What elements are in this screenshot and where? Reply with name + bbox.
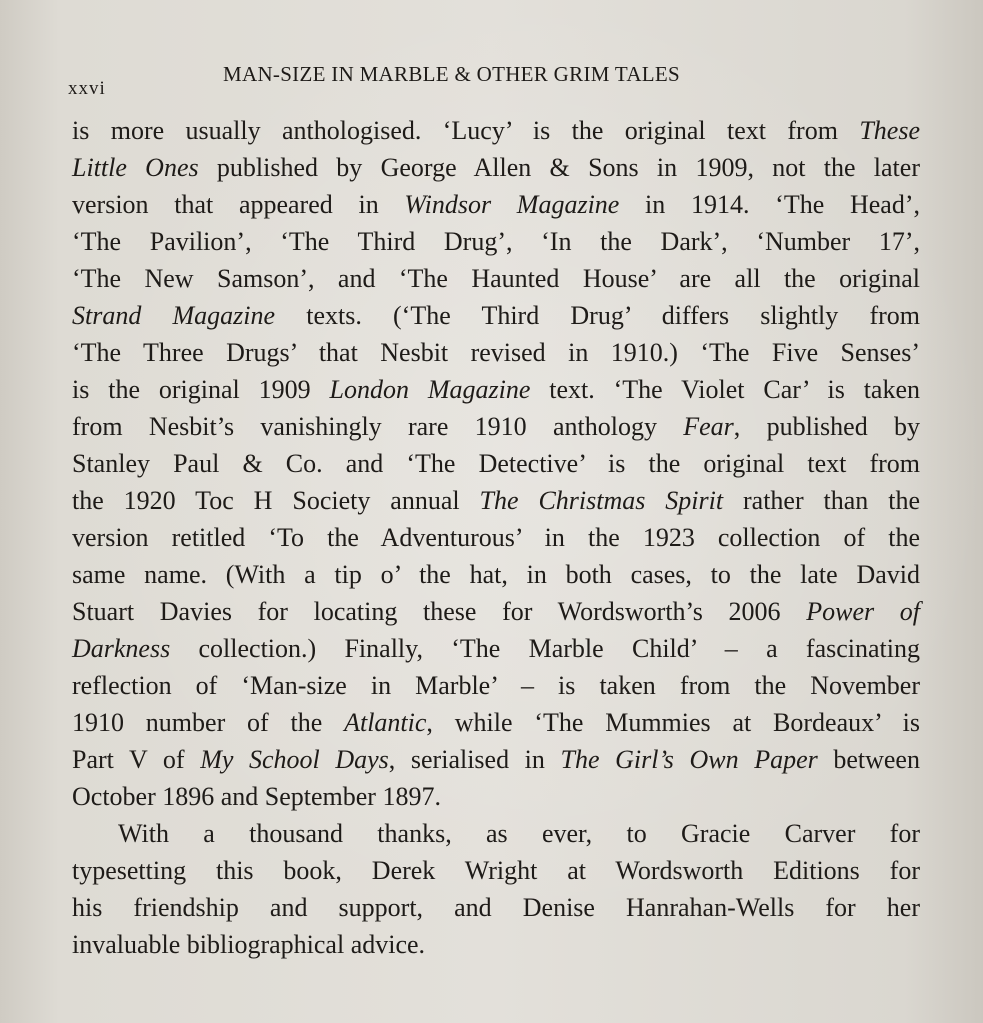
- text-run: his friendship and support, and Denise Hanrahan-Wells for her: [72, 893, 920, 922]
- italic-title: Atlantic: [344, 708, 427, 737]
- text-line: [72, 778, 920, 815]
- text-run: from Nesbit’s vanishingly rare 1910 anthology: [72, 412, 684, 441]
- text-line: [72, 445, 920, 482]
- body-text: [72, 112, 920, 963]
- text-run: between: [817, 745, 920, 774]
- text-line: [72, 297, 920, 334]
- text-run: version that appeared in: [72, 190, 405, 219]
- text-run: is the original 1909: [72, 375, 330, 404]
- text-run: 1910 number of the: [72, 708, 345, 737]
- text-run: published by George Allen & Sons in 1909, not the later: [198, 153, 920, 182]
- text-run: Part V of: [72, 745, 201, 774]
- italic-title: These: [859, 116, 920, 145]
- italic-title: Darkness: [72, 634, 171, 663]
- text-line: [72, 408, 920, 445]
- text-run: invaluable bibliographical advice.: [72, 930, 426, 959]
- italic-title: Fear: [683, 412, 734, 441]
- text-line: [72, 149, 920, 186]
- text-line: [72, 519, 920, 556]
- text-line: [72, 223, 920, 260]
- text-run: is more usually anthologised. ‘Lucy’ is the original text from: [72, 116, 860, 145]
- text-run: same name. (With a tip o’ the hat, in both cases, to the late David: [72, 560, 920, 589]
- text-run: October 1896 and September 1897.: [72, 782, 441, 811]
- italic-title: The Christmas Spirit: [479, 486, 724, 515]
- running-head: [68, 60, 918, 99]
- text-run: version retitled ‘To the Adventurous’ in the 1923 collection of the: [72, 523, 920, 552]
- text-line: [72, 556, 920, 593]
- text-line: [72, 630, 920, 667]
- text-run: , published by: [733, 412, 920, 441]
- text-run: text. ‘The Violet Car’ is taken: [530, 375, 921, 404]
- text-run: collection.) Finally, ‘The Marble Child’ – a fascinating: [170, 634, 920, 663]
- italic-title: Power of: [806, 597, 921, 626]
- text-line: [72, 334, 920, 371]
- text-line: [72, 593, 920, 630]
- text-run: ‘The Three Drugs’ that Nesbit revised in 1910.) ‘The Five Senses’: [72, 338, 920, 367]
- text-run: reflection of ‘Man-size in Marble’ – is taken from the November: [72, 671, 920, 700]
- text-line: [72, 260, 920, 297]
- text-line: [72, 186, 920, 223]
- text-run: With a thousand thanks, as ever, to Gracie Carver for: [118, 819, 920, 848]
- text-line: [72, 926, 920, 963]
- text-run: typesetting this book, Derek Wright at Wordsworth Editions for: [72, 856, 920, 885]
- text-run: the 1920 Toc H Society annual: [72, 486, 480, 515]
- text-run: in 1914. ‘The Head’,: [619, 190, 920, 219]
- text-run: rather than the: [723, 486, 920, 515]
- italic-title: Strand Magazine: [72, 301, 276, 330]
- italic-title: Little Ones: [72, 153, 199, 182]
- text-line: [72, 852, 920, 889]
- text-run: , while ‘The Mummies at Bordeaux’ is: [426, 708, 920, 737]
- text-run: ‘The New Samson’, and ‘The Haunted House’ are all the original: [72, 264, 920, 293]
- text-line: [72, 815, 920, 852]
- italic-title: London Magazine: [329, 375, 531, 404]
- text-run: , serialised in: [388, 745, 561, 774]
- text-run: Stuart Davies for locating these for Wordsworth’s 2006: [72, 597, 807, 626]
- italic-title: The Girl’s Own Paper: [560, 745, 818, 774]
- italic-title: My School Days: [200, 745, 389, 774]
- text-line: [72, 667, 920, 704]
- paragraph-1: [72, 112, 920, 815]
- page-number: xxvi: [68, 78, 106, 99]
- text-run: texts. (‘The Third Drug’ differs slightly from: [275, 301, 920, 330]
- text-line: [72, 704, 920, 741]
- text-line: [72, 112, 920, 149]
- paragraph-2: [72, 815, 920, 963]
- running-title: MAN-SIZE IN MARBLE & OTHER GRIM TALES: [223, 62, 681, 86]
- text-line: [72, 371, 920, 408]
- italic-title: Windsor Magazine: [404, 190, 620, 219]
- text-line: [72, 889, 920, 926]
- text-run: Stanley Paul & Co. and ‘The Detective’ is the original text from: [72, 449, 920, 478]
- text-line: [72, 741, 920, 778]
- text-line: [72, 482, 920, 519]
- text-run: ‘The Pavilion’, ‘The Third Drug’, ‘In the Dark’, ‘Number 17’,: [72, 227, 920, 256]
